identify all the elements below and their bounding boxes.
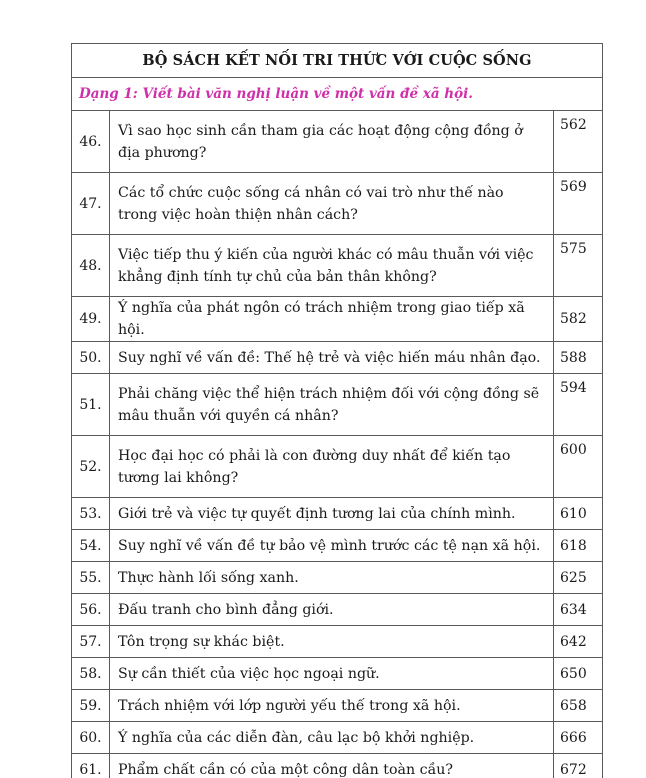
row-title: Giới trẻ và việc tự quyết định tương lai của chính mình. [110,498,554,530]
row-title: Phải chăng việc thể hiện trách nhiệm đối với cộng đồng sẽ mâu thuẫn với quyền cá nhân? [110,374,554,436]
row-page: 588 [554,342,603,374]
row-number: 52. [72,436,110,498]
row-page: 600 [554,436,603,498]
table-row [72,342,603,374]
row-page: 666 [554,722,603,754]
table-row [72,626,603,658]
row-number: 56. [72,594,110,626]
table-row [72,374,603,436]
row-title: Tôn trọng sự khác biệt. [110,626,554,658]
table-row [72,530,603,562]
row-page: 618 [554,530,603,562]
table-row [72,658,603,690]
row-title: Sự cần thiết của việc học ngoại ngữ. [110,658,554,690]
row-page: 610 [554,498,603,530]
row-number: 49. [72,297,110,342]
row-title: Ý nghĩa của phát ngôn có trách nhiệm trong giao tiếp xã hội. [110,297,554,342]
row-title: Đấu tranh cho bình đẳng giới. [110,594,554,626]
row-page: 642 [554,626,603,658]
row-title: Trách nhiệm với lớp người yếu thế trong xã hội. [110,690,554,722]
row-page: 672 [554,754,603,778]
table-row [72,173,603,235]
table-row [72,754,603,778]
row-title: Thực hành lối sống xanh. [110,562,554,594]
table-row [72,722,603,754]
row-number: 47. [72,173,110,235]
section-label: Dạng 1: Viết bài văn nghị luận về một vấn đề xã hội. [72,78,603,111]
row-page: 650 [554,658,603,690]
row-title: Phẩm chất cần có của một công dân toàn cầu? [110,754,554,778]
row-number: 54. [72,530,110,562]
row-number: 53. [72,498,110,530]
row-number: 51. [72,374,110,436]
table-row [72,436,603,498]
row-page: 658 [554,690,603,722]
row-page: 582 [554,297,603,342]
row-title: Các tổ chức cuộc sống cá nhân có vai trò như thế nào trong việc hoàn thiện nhân cách? [110,173,554,235]
row-title: Vì sao học sinh cần tham gia các hoạt động cộng đồng ở địa phương? [110,111,554,173]
row-title: Việc tiếp thu ý kiến của người khác có mâu thuẫn với việc khẳng định tính tự chủ của bản thân không? [110,235,554,297]
book-series-title: BỘ SÁCH KẾT NỐI TRI THỨC VỚI CUỘC SỐNG [72,44,603,78]
row-page: 569 [554,173,603,235]
row-number: 46. [72,111,110,173]
table-row [72,562,603,594]
table-row [72,498,603,530]
row-title: Suy nghĩ về vấn đề: Thế hệ trẻ và việc hiến máu nhân đạo. [110,342,554,374]
row-number: 59. [72,690,110,722]
table-row [72,690,603,722]
row-number: 58. [72,658,110,690]
table-header-row [72,44,603,78]
table-row [72,297,603,342]
table-row [72,235,603,297]
row-page: 594 [554,374,603,436]
row-title: Ý nghĩa của các diễn đàn, câu lạc bộ khởi nghiệp. [110,722,554,754]
section-row [72,78,603,111]
row-number: 61. [72,754,110,778]
row-number: 57. [72,626,110,658]
row-number: 50. [72,342,110,374]
table-of-contents [71,43,603,778]
row-number: 48. [72,235,110,297]
row-page: 562 [554,111,603,173]
row-page: 575 [554,235,603,297]
row-number: 55. [72,562,110,594]
row-number: 60. [72,722,110,754]
row-page: 634 [554,594,603,626]
row-title: Suy nghĩ về vấn đề tự bảo vệ mình trước các tệ nạn xã hội. [110,530,554,562]
row-page: 625 [554,562,603,594]
table-row [72,594,603,626]
row-title: Học đại học có phải là con đường duy nhất để kiến tạo tương lai không? [110,436,554,498]
table-row [72,111,603,173]
